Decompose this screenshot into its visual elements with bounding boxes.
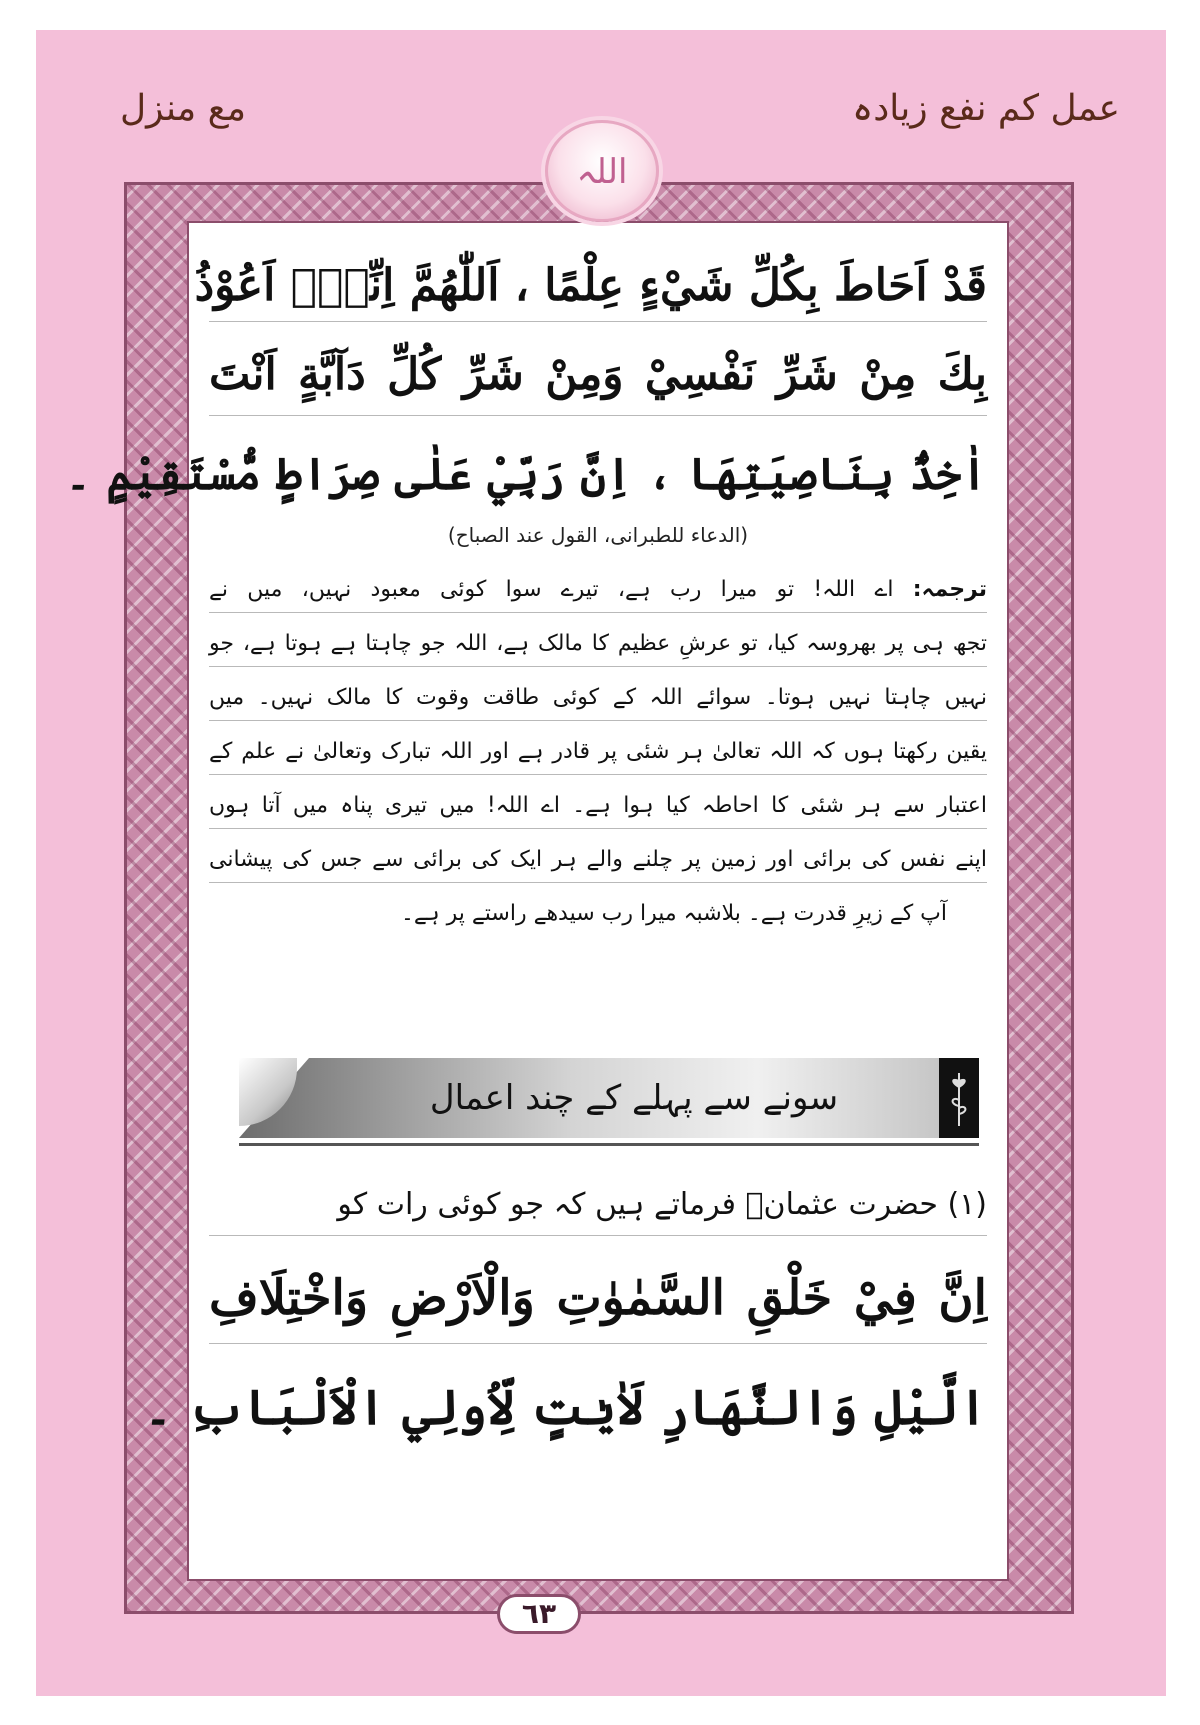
- translation-line-1: [209, 568, 987, 613]
- header-right-title: عمل کم نفع زیادہ: [852, 88, 1120, 129]
- flower-icon: [939, 1058, 979, 1138]
- content-panel: [65, 221, 1009, 1581]
- translation-line-2: تجھ ہی پر بھروسہ کیا، تو عرشِ عظیم کا مالک ہے، اللہ جو چاہتا ہے ہوتا ہے، جو: [209, 622, 987, 667]
- dua-reference: (الدعاء للطبرانی، القول عند الصباح): [447, 523, 749, 547]
- allah-medallion: [545, 120, 659, 222]
- header-left-title: مع منزل: [120, 88, 247, 129]
- translation-line-4: یقین رکھتا ہوں کہ اللہ تعالیٰ ہر شئی پر قادر ہے اور اللہ تبارک وتعالیٰ نے علم کے: [209, 730, 987, 775]
- section-banner: [239, 1058, 979, 1138]
- translation-line-7: آپ کے زیرِ قدرت ہے۔ بلاشبہ میرا رب سیدھے راستے پر ہے۔: [400, 901, 947, 926]
- medallion-text: اللہ: [576, 151, 628, 192]
- translation-label: ترجمہ:: [912, 577, 987, 602]
- section-divider: [239, 1143, 979, 1146]
- translation-line-6: اپنے نفس کی برائی اور زمین پر چلنے والے ہر ایک کی برائی سے جس کی پیشانی: [209, 838, 987, 883]
- section-intro: (۱) حضرت عثمانؓ فرماتے ہیں کہ جو کوئی رات کو: [209, 1175, 987, 1236]
- dua-line-2: بِكَ مِنْ شَرِّ نَفْسِيْ وَمِنْ شَرِّ كُلِّ دَآبَّةٍ اَنْتَ: [209, 335, 987, 416]
- dua-line-1: قَدْ اَحَاطَ بِكُلِّ شَيْءٍ عِلْمًا ، اَللّٰهُمَّ اِنِّيْۤ اَعُوْذُ: [209, 251, 987, 322]
- translation-line-1-text: اے اللہ! تو میرا رب ہے، تیرے سوا کوئی معبود نہیں، میں نے: [209, 577, 894, 602]
- verse-line-2: الَّيْلِ وَالنَّهَارِ لَاٰيٰتٍ لِّاُولِي الْاَلْبَابِ ۔: [144, 1380, 987, 1436]
- translation-line-5: اعتبار سے ہر شئی کا احاطہ کیا ہوا ہے۔ اے اللہ! میں تیری پناہ میں آتا ہوں: [209, 784, 987, 829]
- page-number: ٦٣: [497, 1594, 581, 1634]
- translation-line-3: نہیں چاہتا نہیں ہوتا۔ سوائے اللہ کے کوئی طاقت وقوت کا مالک نہیں۔ میں: [209, 676, 987, 721]
- ornamental-frame: [65, 182, 1074, 1614]
- dua-line-3: اٰخِذٌۢ بِنَاصِيَتِهَا ، اِنَّ رَبِّيْ عَلٰى صِرَاطٍ مُّسْتَقِيْمٍ ۔: [65, 449, 987, 500]
- verse-line-1: اِنَّ فِيْ خَلْقِ السَّمٰوٰتِ وَالْاَرْضِ وَاخْتِلَافِ: [209, 1253, 987, 1344]
- section-title: سونے سے پہلے کے چند اعمال: [429, 1078, 839, 1118]
